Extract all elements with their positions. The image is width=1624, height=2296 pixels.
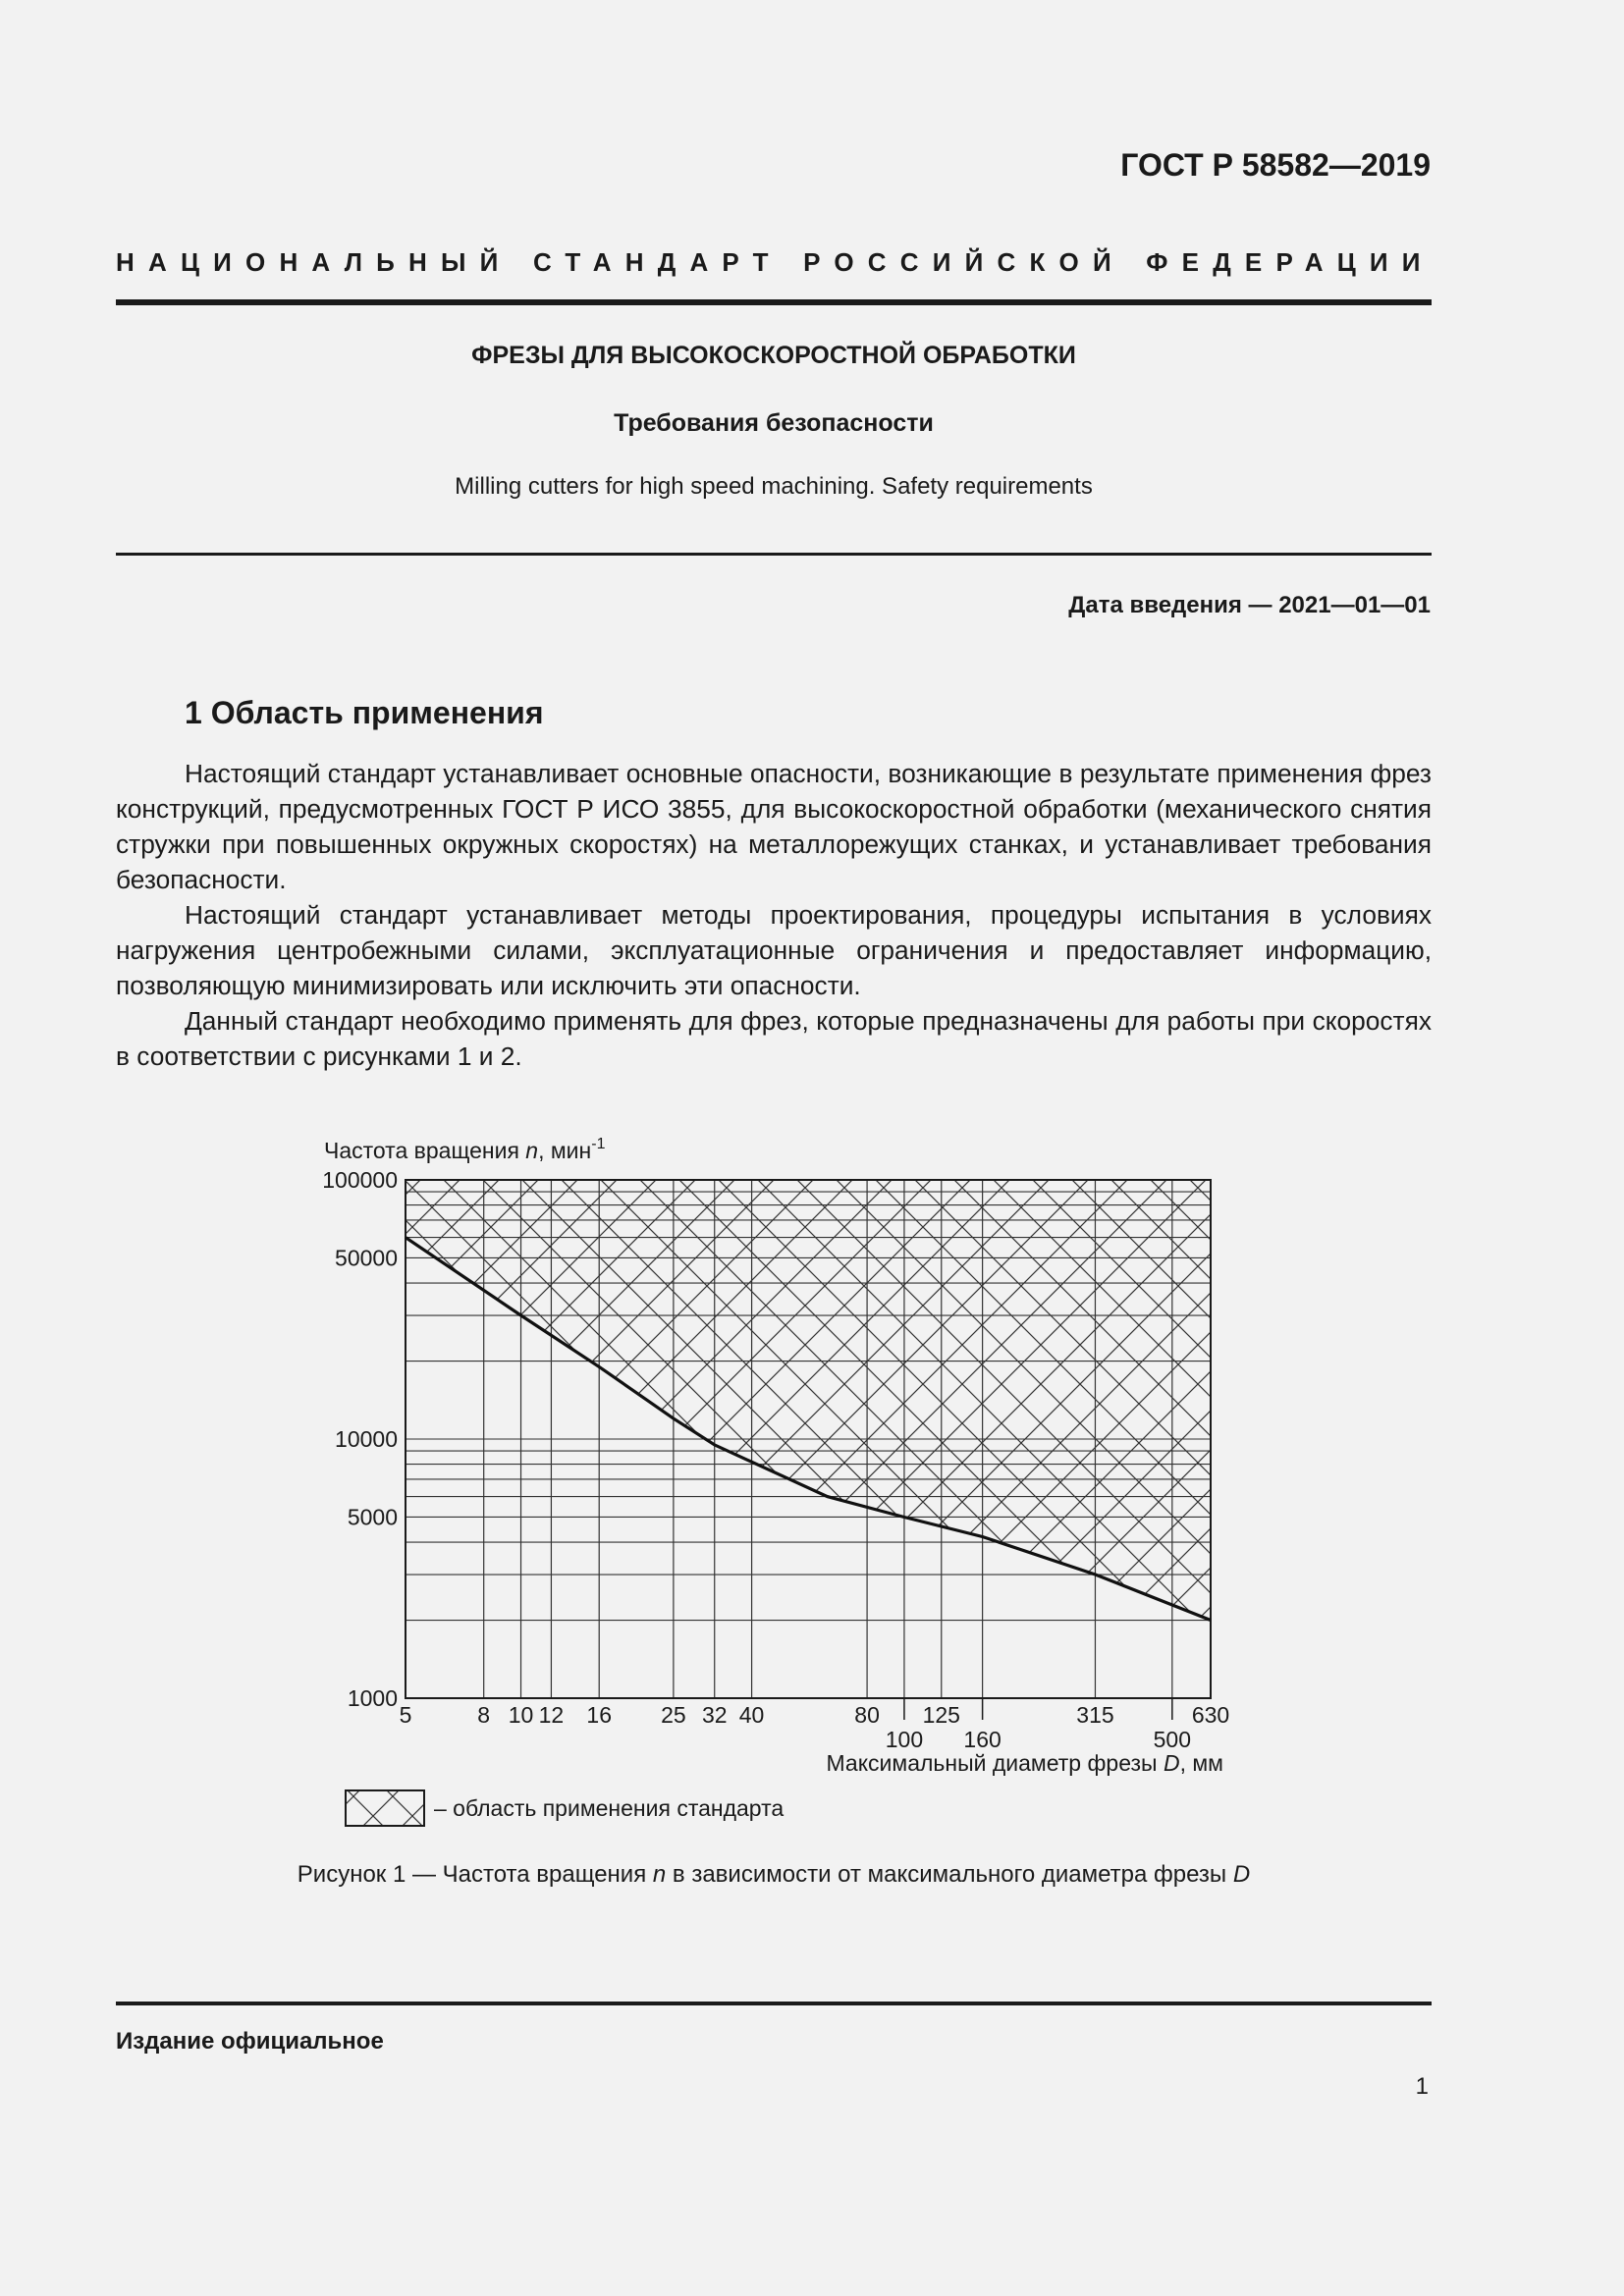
figure-caption: Рисунок 1 — Частота вращения n в зависимости от максимального диаметра фрезы D — [297, 1861, 1251, 1888]
x-tick-label: 100 — [885, 1727, 924, 1752]
header-divider — [116, 299, 1432, 305]
national-standard-banner: НАЦИОНАЛЬНЫЙ СТАНДАРТ РОССИЙСКОЙ ФЕДЕРАЦИИ — [116, 247, 1435, 277]
x-tick-label: 500 — [1153, 1727, 1192, 1752]
x-tick-label: 315 — [1076, 1702, 1114, 1728]
x-tick-label: 32 — [701, 1702, 728, 1728]
x-tick-label: 5 — [399, 1702, 412, 1728]
paragraph: Настоящий стандарт устанавливает основные опасности, возникающие в результате применения фрез конструкций, предусмотренных ГОСТ Р ИСО 3855, для высокоскоростной обработки (механического снятия стружки при повышенных окружных скоростях) на металлорежущих станках, и устанавливает требования безопасности. — [116, 759, 1432, 894]
title-divider — [116, 553, 1432, 556]
x-tick-label: 10 — [508, 1702, 534, 1728]
y-tick-label: 100000 — [322, 1167, 398, 1193]
document-title-english: Milling cutters for high speed machining. Safety requirements — [455, 473, 1093, 500]
edition-note: Издание официальное — [116, 2028, 384, 2055]
x-tick-label: 630 — [1191, 1702, 1230, 1728]
rotation-speed-chart — [0, 1129, 1624, 1895]
x-tick-label: 160 — [963, 1727, 1001, 1752]
x-tick-label: 80 — [854, 1702, 880, 1728]
section-heading: 1 Область применения — [185, 695, 544, 730]
y-axis-label: Частота вращения n, мин$^{-1}$ — [324, 1136, 606, 1163]
x-axis-label: Максимальный диаметр фрезы D, мм — [826, 1750, 1223, 1776]
introduction-date: Дата введения — 2021—01—01 — [1068, 592, 1431, 618]
paragraph: Настоящий стандарт устанавливает методы проектирования, процедуры испытания в условиях нагружения центробежными силами, эксплуатационные ограничения и предоставляет информацию, позволяющую минимизировать или исключить эти опасности. — [116, 900, 1432, 1000]
legend — [346, 1790, 784, 1826]
document-code: ГОСТ Р 58582—2019 — [1120, 147, 1431, 183]
x-tick-label: 25 — [661, 1702, 686, 1728]
document-title: ФРЕЗЫ ДЛЯ ВЫСОКОСКОРОСТНОЙ ОБРАБОТКИ — [471, 342, 1076, 369]
x-tick-label: 125 — [922, 1702, 960, 1728]
figure-1 — [0, 1129, 1624, 1895]
footer-divider — [116, 2002, 1432, 2005]
x-tick-label: 16 — [586, 1702, 613, 1728]
x-tick-label: 8 — [477, 1702, 491, 1728]
x-tick-label: 40 — [738, 1702, 765, 1728]
y-tick-label: 5000 — [347, 1504, 398, 1530]
x-tick-label: 12 — [538, 1702, 565, 1728]
document-subtitle: Требования безопасности — [614, 409, 934, 437]
page-number: 1 — [1415, 2073, 1429, 2100]
y-tick-label: 50000 — [335, 1245, 398, 1271]
legend-label: – область применения стандарта — [434, 1795, 785, 1821]
legend-hatch-swatch — [346, 1790, 424, 1826]
y-tick-label: 1000 — [347, 1685, 398, 1711]
y-tick-label: 10000 — [335, 1426, 398, 1452]
paragraph: Данный стандарт необходимо применять для фрез, которые предназначены для работы при скоростях в соответствии с рисунками 1 и 2. — [116, 1006, 1432, 1071]
hatched-region — [406, 1180, 1211, 1621]
